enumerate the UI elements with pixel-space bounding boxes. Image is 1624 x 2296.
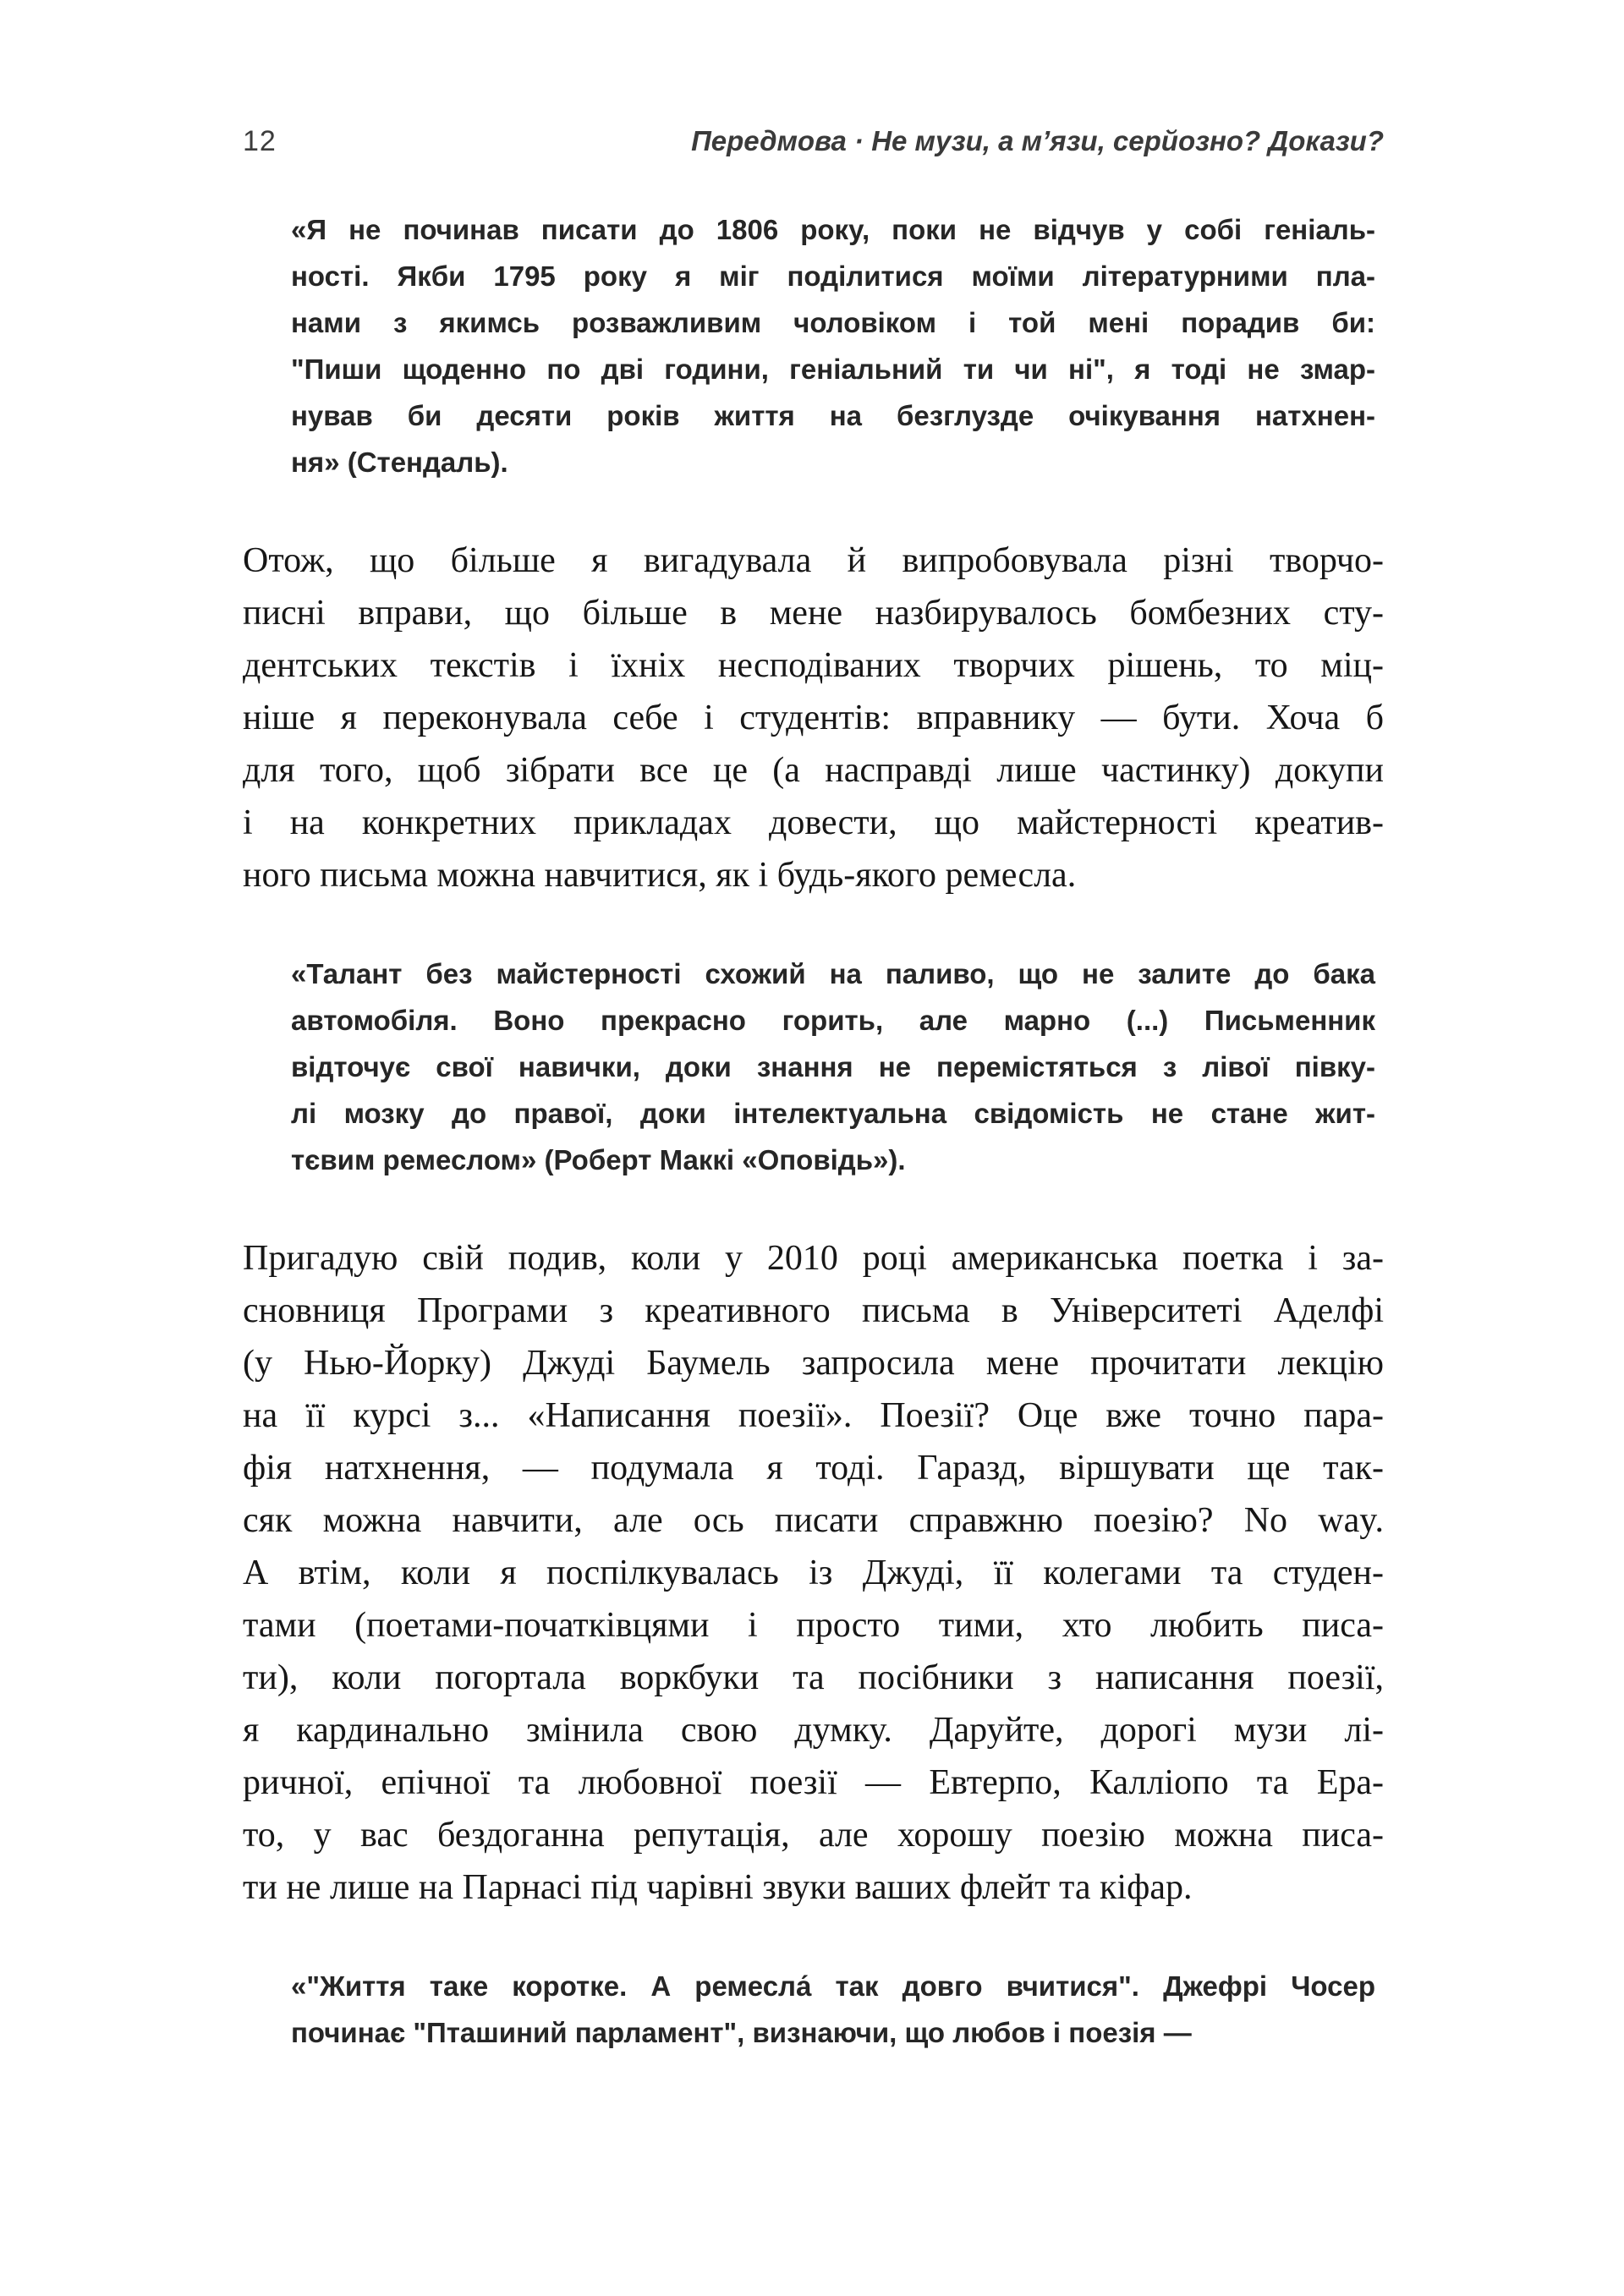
quote-block — [243, 951, 1384, 1183]
text-line: лі мозку до правої, доки інтелектуальна свідомість не стане жит- — [291, 1098, 1375, 1129]
text-line: то, у вас бездоганна репутація, але хорошу поезію можна писа- — [243, 1816, 1384, 1855]
text-line: для того, щоб зібрати все це (а насправді лише частинку) докупи — [243, 751, 1384, 790]
text-line: Отож, що більше я вигадувала й випробовувала різні творчо- — [243, 541, 1384, 580]
text-line: я кардинально змінила свою думку. Даруйте, дорогі музи лі- — [243, 1711, 1384, 1750]
text-line: починає "Пташиний парламент", визнаючи, що любов і поезія — — [291, 2017, 1192, 2048]
text-line: А втім, коли я поспілкувалась із Джуді, її колегами та студен- — [243, 1553, 1384, 1592]
text-line: «"Життя таке коротке. А ремесла́ так довго вчитися". Джефрі Чосер — [291, 1970, 1375, 2002]
text-line: ричної, епічної та любовної поезії — Евтерпо, Калліопо та Ера- — [243, 1763, 1384, 1802]
text-line: ти), коли погортала воркбуки та посібники з написання поезії, — [243, 1658, 1384, 1697]
text-line: ніше я переконувала себе і студентів: вправнику — бути. Хоча б — [243, 699, 1384, 737]
page-header — [243, 125, 1384, 159]
text-line: і на конкретних прикладах довести, що майстерності креатив- — [243, 803, 1384, 842]
paragraph — [243, 1232, 1384, 1914]
text-column — [243, 206, 1384, 2056]
text-line: сяк можна навчити, але ось писати справжню поезію? No way. — [243, 1501, 1384, 1540]
text-line: Пригадую свій подив, коли у 2010 році американська поетка і за- — [243, 1239, 1384, 1278]
text-line: «Талант без майстерності схожий на паливо, що не залите до бака — [291, 958, 1375, 989]
quote-block — [243, 206, 1384, 485]
text-line: "Пиши щоденно по дві години, геніальний ти чи ні", я тоді не змар- — [291, 353, 1375, 385]
text-line: дентських текстів і їхніх несподіваних творчих рішень, то міц- — [243, 646, 1384, 685]
text-line: ного письма можна навчитися, як і будь-якого ремесла. — [243, 856, 1077, 895]
running-head: Передмова · Не музи, а м’язи, серйозно? Докази? — [691, 125, 1384, 156]
text-line: тєвим ремеслом» (Роберт Маккі «Оповідь»). — [291, 1144, 906, 1175]
text-line: сновниця Програми з креативного письма в Університеті Аделфі — [243, 1291, 1384, 1330]
text-line: нував би десяти років життя на безглузде очікування натхнен- — [291, 400, 1375, 431]
text-line: на її курсі з... «Написання поезії». Поезії? Оце вже точно пара- — [243, 1396, 1384, 1435]
text-line: фія натхнення, — подумала я тоді. Гаразд, віршувати ще так- — [243, 1449, 1384, 1488]
text-line: нами з якимсь розважливим чоловіком і той мені порадив би: — [291, 307, 1375, 338]
text-line: писні вправи, що більше в мене назбирувалось бомбезних сту- — [243, 594, 1384, 633]
text-line: автомобіля. Воно прекрасно горить, але марно (...) Письменник — [291, 1005, 1375, 1036]
text-line: тами (поетами-початківцями і просто тими, хто любить писа- — [243, 1606, 1384, 1645]
quote-block — [243, 1963, 1384, 2056]
text-line: відточує свої навички, доки знання не перемістяться з лівої півку- — [291, 1051, 1375, 1082]
text-line: (у Нью-Йорку) Джуді Баумель запросила мене прочитати лекцію — [243, 1344, 1384, 1383]
page-number: 12 — [243, 125, 277, 157]
text-line: «Я не починав писати до 1806 року, поки не відчув у собі геніаль- — [291, 214, 1375, 245]
text-line: ня» (Стендаль). — [291, 447, 508, 478]
paragraph — [243, 534, 1384, 901]
text-line: ти не лише на Парнасі під чарівні звуки ваших флейт та кіфар. — [243, 1868, 1193, 1907]
text-line: ності. Якби 1795 року я міг поділитися моїми літературними пла- — [291, 260, 1375, 292]
